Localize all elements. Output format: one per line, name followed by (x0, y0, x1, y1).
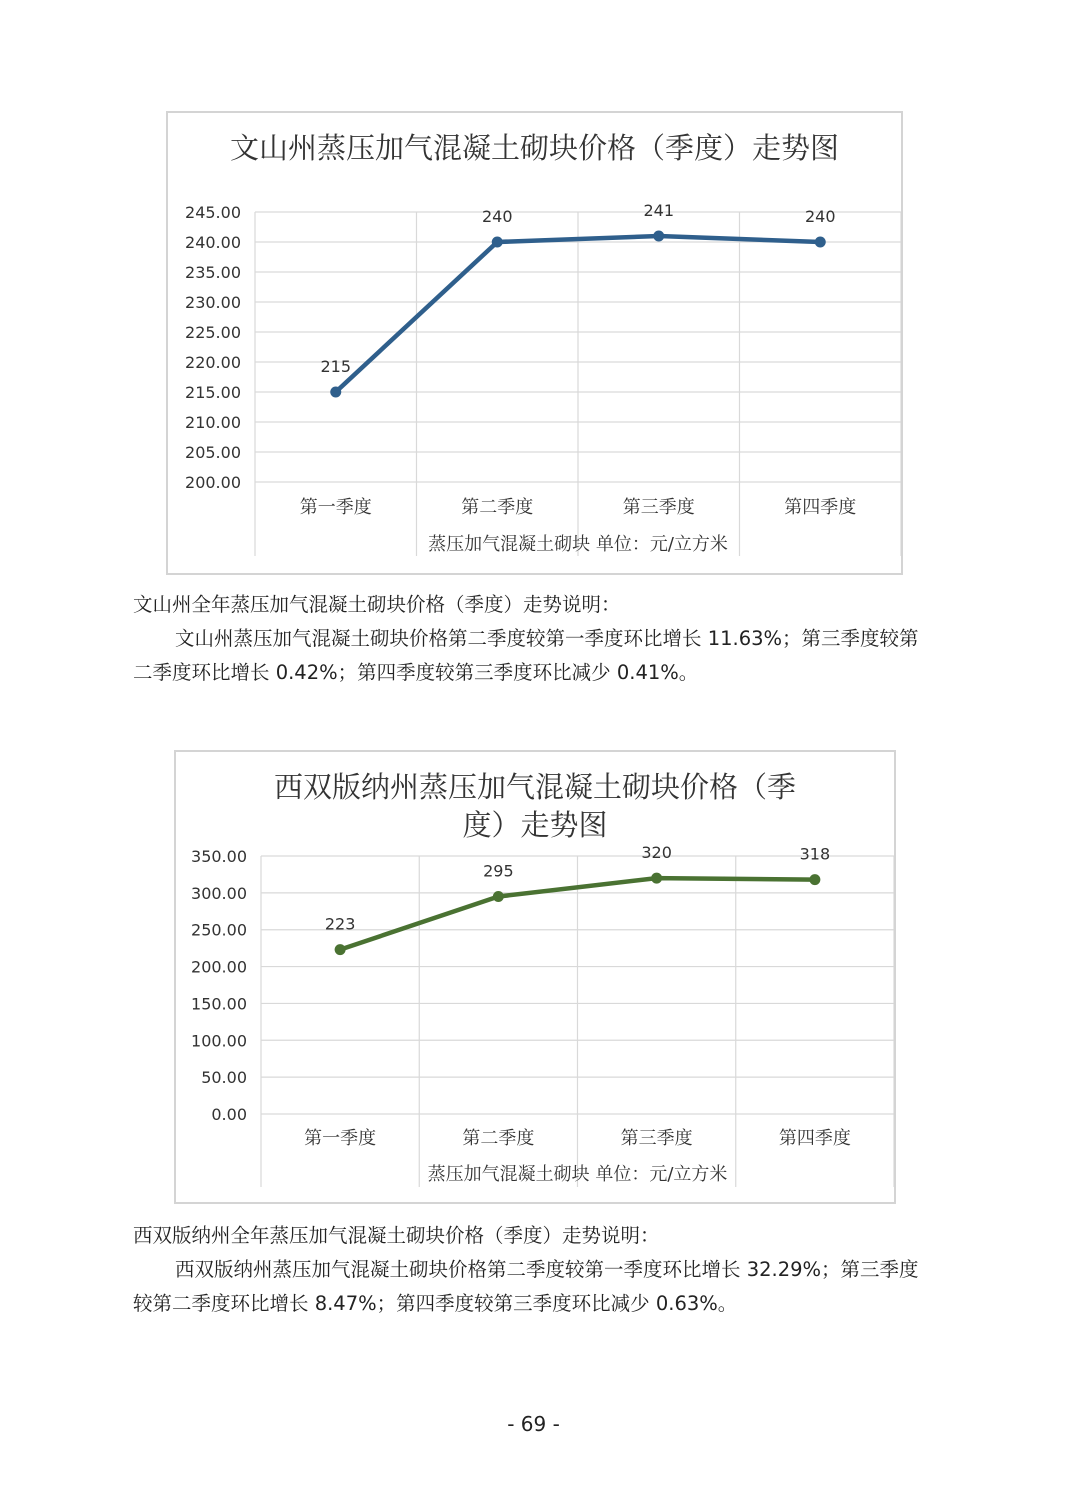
y-tick-label: 205.00 (185, 443, 241, 462)
description-heading: 文山州全年蒸压加气混凝土砌块价格（季度）走势说明： (133, 593, 621, 616)
data-label: 318 (799, 844, 831, 864)
y-tick-label: 215.00 (185, 383, 241, 402)
y-tick-label: 240.00 (185, 233, 241, 252)
y-tick-label: 350.00 (191, 847, 247, 866)
chart-xishuangbanna-plot (176, 752, 894, 1202)
chart-xishuangbanna (174, 750, 896, 1204)
data-point (815, 237, 826, 248)
data-point (653, 231, 664, 242)
description-xishuangbanna (133, 1219, 933, 1321)
x-axis-title: 蒸压加气混凝土砌块 单位：元/立方米 (427, 1164, 728, 1185)
chart-wenshan-plot (168, 113, 901, 573)
x-tick-label: 第二季度 (461, 497, 534, 518)
y-tick-label: 250.00 (191, 920, 247, 940)
x-tick-label: 第三季度 (620, 1128, 693, 1149)
chart-title: 文山州蒸压加气混凝土砌块价格（季度）走势图 (229, 131, 839, 165)
x-tick-label: 第四季度 (778, 1128, 851, 1149)
x-tick-label: 第二季度 (462, 1128, 535, 1149)
y-tick-label: 0.00 (211, 1105, 247, 1124)
data-label: 241 (643, 201, 675, 220)
x-tick-label: 第四季度 (784, 497, 857, 518)
page-number: - 69 - (507, 1412, 560, 1436)
chart-wenshan (166, 111, 903, 575)
description-body: 文山州蒸压加气混凝土砌块价格第二季度较第一季度环比增长 11.63%；第三季度较第二季度环比增长 0.42%；第四季度较第三季度环比减少 0.41%。 (133, 627, 919, 684)
data-point (492, 237, 503, 248)
y-tick-label: 230.00 (185, 293, 241, 312)
y-tick-label: 245.00 (185, 203, 241, 222)
description-heading: 西双版纳州全年蒸压加气混凝土砌块价格（季度）走势说明： (133, 1224, 660, 1247)
y-tick-label: 50.00 (201, 1068, 247, 1088)
description-wenshan (133, 588, 933, 690)
description-body: 西双版纳州蒸压加气混凝土砌块价格第二季度较第一季度环比增长 32.29%；第三季度较第二季度环比增长 8.47%；第四季度较第三季度环比减少 0.63%。 (133, 1258, 919, 1315)
data-point (493, 891, 504, 902)
data-point (651, 873, 662, 884)
data-point (809, 874, 820, 885)
data-label: 240 (804, 207, 836, 226)
y-tick-label: 225.00 (185, 323, 241, 342)
x-tick-label: 第一季度 (304, 1128, 377, 1149)
data-label: 295 (483, 861, 514, 881)
y-tick-label: 235.00 (185, 263, 241, 282)
y-tick-label: 300.00 (191, 883, 247, 903)
x-axis-title: 蒸压加气混凝土砌块 单位：元/立方米 (428, 534, 728, 555)
data-label: 320 (641, 843, 672, 863)
x-tick-label: 第一季度 (299, 497, 372, 518)
y-tick-label: 200.00 (185, 473, 241, 492)
chart-title: 西双版纳州蒸压加气混凝土砌块价格（季度）走势图 (273, 770, 796, 842)
y-tick-label: 210.00 (185, 413, 241, 432)
data-label: 240 (481, 207, 513, 226)
x-tick-label: 第三季度 (622, 497, 695, 518)
y-tick-label: 220.00 (185, 353, 241, 372)
data-point (335, 944, 346, 955)
y-tick-label: 150.00 (191, 994, 247, 1014)
data-point (330, 387, 341, 398)
data-label: 215 (320, 357, 352, 376)
y-tick-label: 200.00 (191, 957, 247, 977)
y-tick-label: 100.00 (191, 1031, 247, 1051)
data-label: 223 (324, 914, 356, 934)
